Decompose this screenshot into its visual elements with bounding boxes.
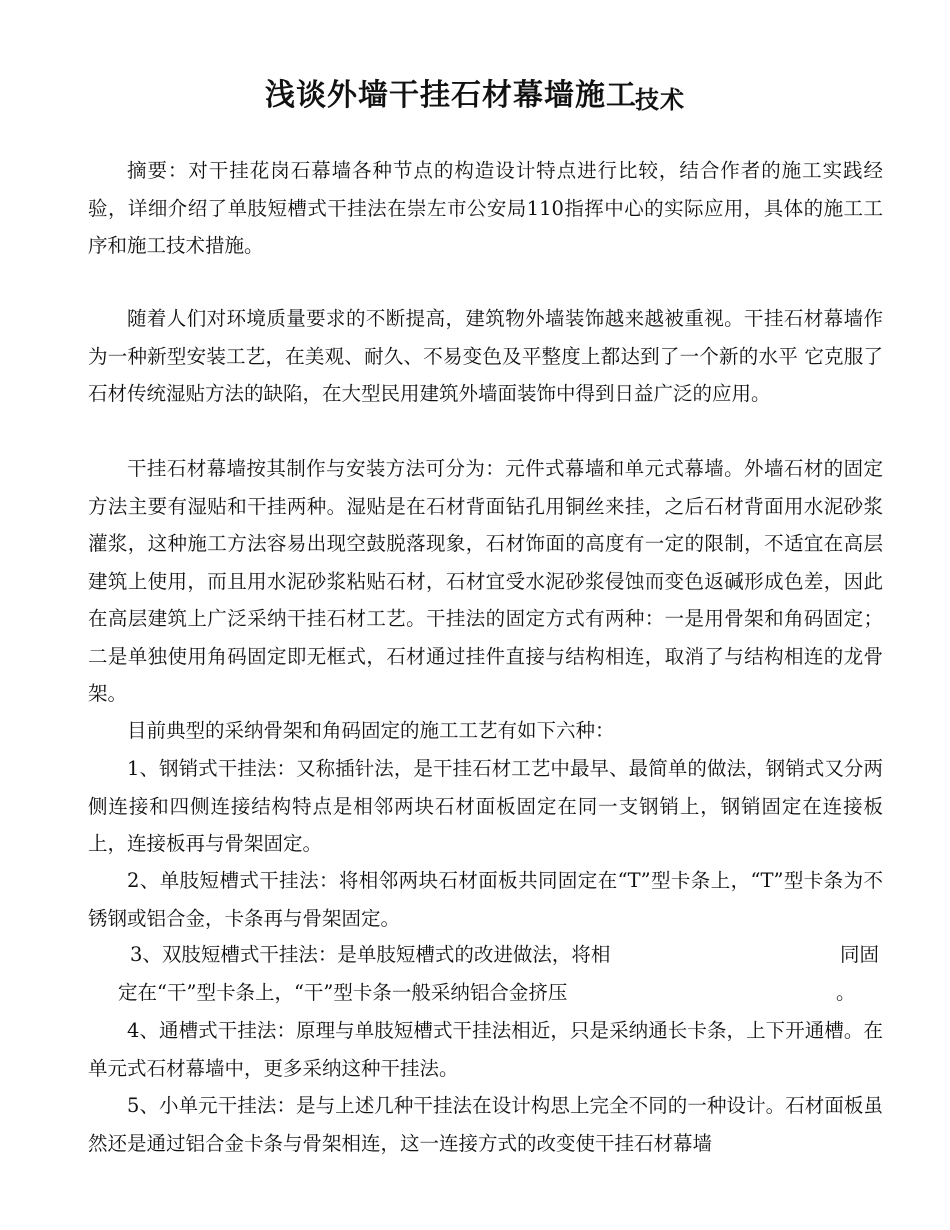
title-cut-text: 技术 bbox=[635, 86, 685, 114]
body-paragraph-3: 目前典型的采纳骨架和角码固定的施工工艺有如下六种： bbox=[127, 719, 615, 742]
method-1-paragraph: 1、钢销式干挂法：又称插针法，是干挂石材工艺中最早、最简单的做法，钢销式又分两侧连接和四侧连接结构特点是相邻两块石材面板固定在同一支钢销上，钢销固定在连接板上，连接板再与骨架固定。 bbox=[88, 757, 883, 855]
method-5-paragraph: 5、小单元干挂法：是与上述几种干挂法在设计构思上完全不同的一种设计。石材面板虽然还是通过铝合金卡条与骨架相连，这一连接方式的改变使干挂石材幕墙 bbox=[88, 1094, 883, 1155]
method-3-line2-right: 。 bbox=[836, 981, 856, 1004]
document-title bbox=[0, 70, 950, 115]
method-3-line1-right: 同固 bbox=[840, 943, 880, 966]
method-4-paragraph: 4、通槽式干挂法：原理与单肢短槽式干挂法相近，只是采纳通长卡条，上下开通槽。在单元式石材幕墙中，更多采纳这种干挂法。 bbox=[88, 1019, 883, 1080]
abstract-paragraph: 摘要：对干挂花岗石幕墙各种节点的构造设计特点进行比较，结合作者的施工实践经验，详细介绍了单肢短槽式干挂法在崇左市公安局110指挥中心的实际应用，具体的施工工序和施工技术措施。 bbox=[88, 159, 883, 257]
method-3-line2-left: 定在“干”型卡条上，“干”型卡条一般采纳铝合金挤压 bbox=[118, 981, 568, 1004]
method-2-paragraph: 2、单肢短槽式干挂法：将相邻两块石材面板共同固定在“T”型卡条上，“T”型卡条为不锈钢或铝合金，卡条再与骨架固定。 bbox=[88, 869, 883, 930]
body-paragraph-1: 随着人们对环境质量要求的不断提高，建筑物外墙装饰越来越被重视。干挂石材幕墙作为一种新型安装工艺，在美观、耐久、不易变色及平整度上都达到了一个新的水平 它克服了石材传统湿贴方法的缺陷，在大型民用建筑外墙面装饰中得到日益广泛的应用。 bbox=[88, 307, 883, 405]
method-3-line1-left: 3、双肢短槽式干挂法：是单肢短槽式的改进做法，将相 bbox=[130, 943, 611, 966]
body-paragraph-2: 干挂石材幕墙按其制作与安装方法可分为：元件式幕墙和单元式幕墙。外墙石材的固定方法主要有湿贴和干挂两种。湿贴是在石材背面钻孔用铜丝来挂，之后石材背面用水泥砂浆灌浆，这种施工方法容易出现空鼓脱落现象，石材饰面的高度有一定的限制，不适宜在高层建筑上使用，而且用水泥砂浆粘贴石材，石材宜受水泥砂浆侵蚀而变色返碱形成色差，因此在高层建筑上广泛采纳干挂石材工艺。干挂法的固定方式有两种：一是用骨架和角码固定；二是单独使用角码固定即无框式，石材通过挂件直接与结构相连，取消了与结构相连的龙骨架。 bbox=[88, 457, 883, 705]
title-main: 浅谈外墙干挂石材幕墙施工 bbox=[265, 78, 637, 113]
